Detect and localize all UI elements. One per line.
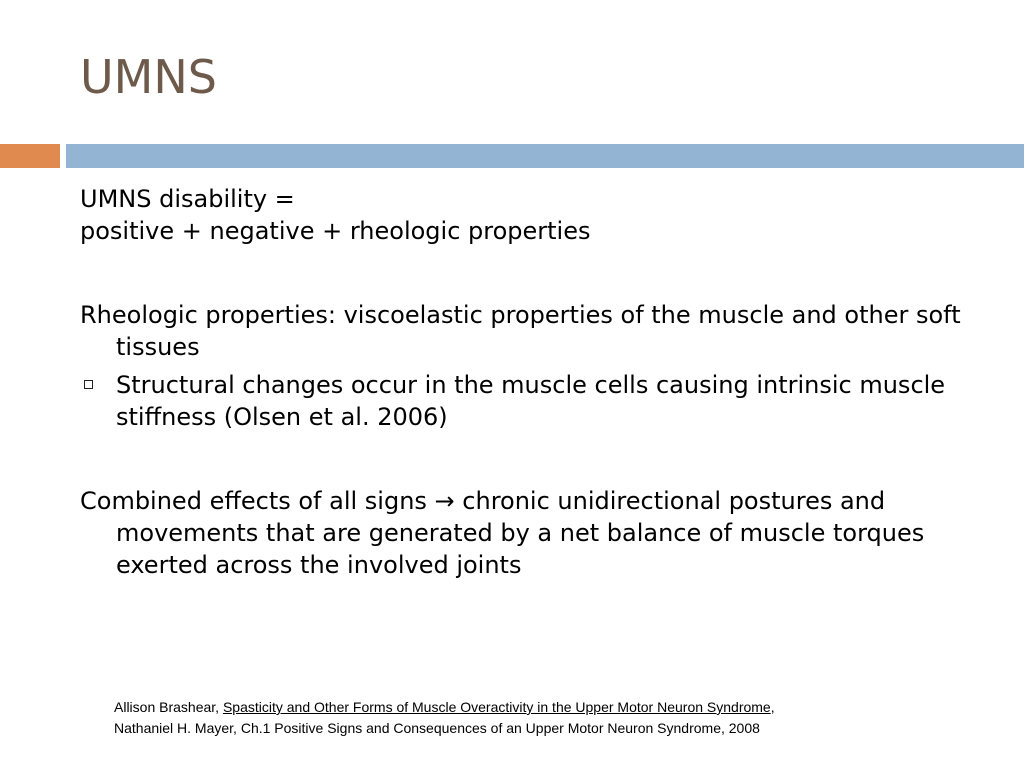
body-paragraph-combined: Combined effects of all signs → chronic unidirectional postures and movements that are generated by a net balance of muscle torques exerted across the involved joints [80,487,925,579]
spacer [80,247,980,299]
citation-comma: , [770,699,775,715]
accent-bar-orange [0,144,60,168]
citation-link[interactable]: Spasticity and Other Forms of Muscle Overactivity in the Upper Motor Neuron Syndrome [222,699,771,715]
bullet-item [80,369,980,433]
square-bullet-icon [84,380,93,389]
body-line-properties: positive + negative + rheologic properties [80,217,591,245]
slide-title: UMNS [80,50,217,104]
slide-body [80,183,980,581]
citation-line2: Nathaniel H. Mayer, Ch.1 Positive Signs and Consequences of an Upper Motor Neuron Syndrome, 2008 [114,720,760,736]
body-paragraph-rheologic: Rheologic properties: viscoelastic properties of the muscle and other soft tissues [80,301,961,361]
citation-author: Allison Brashear, [114,699,223,715]
body-line-disability: UMNS disability = [80,185,295,213]
citation-footnote [114,697,974,739]
spacer [80,433,980,485]
accent-bar-blue [66,144,1024,168]
bullet-text: Structural changes occur in the muscle cells causing intrinsic muscle stiffness (Olsen et al. 2006) [116,371,946,431]
